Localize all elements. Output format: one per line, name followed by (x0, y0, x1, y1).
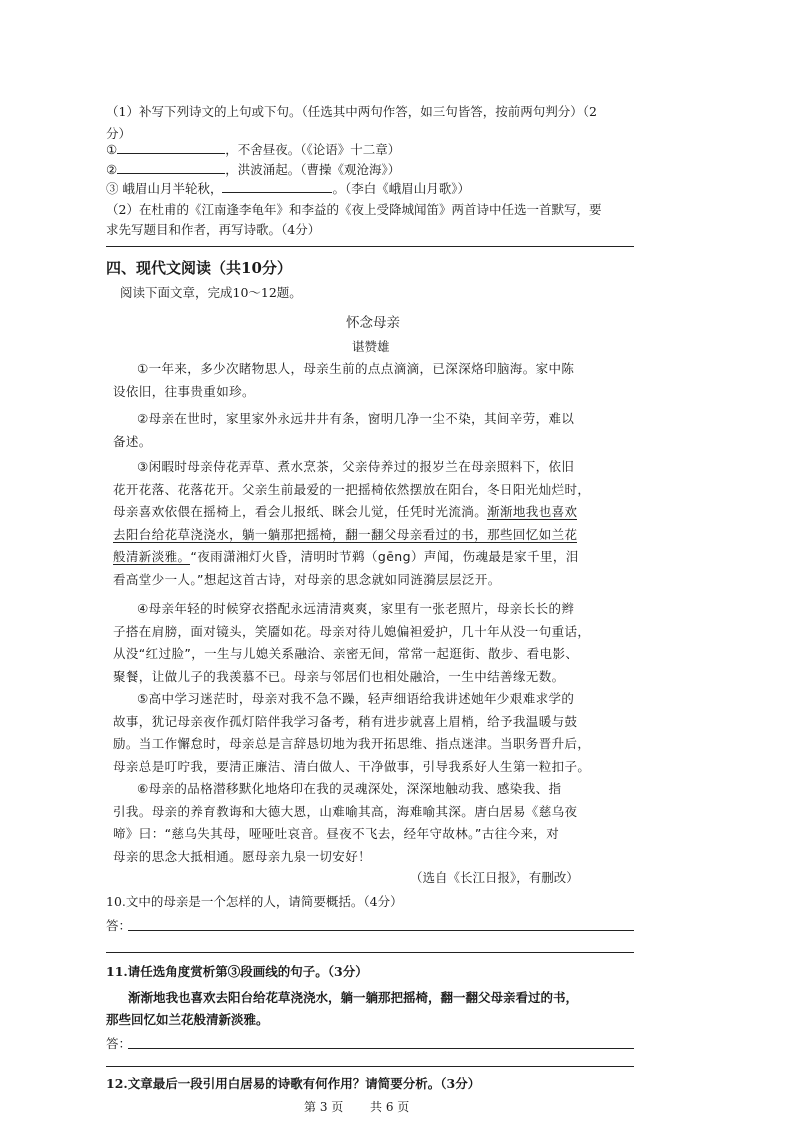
section-instruction: 阅读下面文章，完成10～12题。 (120, 285, 302, 300)
question-10: 10.文中的母亲是一个怎样的人，请简要概括。（4分） (106, 894, 403, 909)
paragraph-line: ③闲暇时母亲侍花弄草、煮水烹茶，父亲侍养过的报岁兰在母亲照料下，依旧 (137, 459, 575, 474)
section-heading: 四、现代文阅读（共10分） (106, 259, 292, 277)
paragraph-text: 母亲喜欢依偎在摇椅上，看会儿报纸、眯会儿觉，任凭时光流淌。 (113, 504, 488, 519)
paragraph-line: 啼》曰：“慈乌失其母，哑哑吐哀音。昼夜不飞去，经年守故林。”古往今来，对 (113, 826, 560, 841)
question-11: 11.请任选角度赏析第③段画线的句子。（3分） (106, 964, 368, 979)
fill-item-2-tail: ，洪波涌起。（曹操《观沧海》） (225, 162, 401, 177)
paragraph-line: ②母亲在世时，家里家外永远井井有条，窗明几净一尘不染，其间辛劳，难以 (137, 411, 575, 426)
fill-item-3 (106, 179, 470, 197)
paragraph-line: 引我。母亲的养育教诲和大德大恩，山难喻其高，海难喻其深。唐白居易《慈乌夜 (113, 803, 578, 819)
q1-intro: （1）补写下列诗文的上句或下句。（任选其中两句作答，如三句皆答，按前两句判分）（2 (106, 104, 597, 119)
paragraph-line: 聚餐，让做儿子的我羡慕不已。母亲与邻居们也相处融洽，一生中结善缘无数。 (113, 668, 565, 684)
q2-line-2: 求先写题目和作者，再写诗歌。（4分） (106, 222, 321, 237)
question-12: 12.文章最后一段引用白居易的诗歌有何作用？请简要分析。（3分） (106, 1076, 481, 1091)
page-number: 第 3 页 (304, 1100, 344, 1114)
q2-line-1: （2）在杜甫的《江南逢李龟年》和李益的《夜上受降城闻笛》两首诗中任选一首默写，要 (106, 202, 602, 217)
answer-line-10[interactable] (128, 930, 634, 931)
paragraph-line (113, 546, 633, 569)
underlined-sentence: 般清新淡雅。 (113, 549, 191, 564)
fill-blank-2[interactable] (117, 161, 225, 174)
fill-blank-1[interactable] (117, 141, 225, 154)
fill-item-1 (106, 140, 400, 158)
paragraph-line: 看高堂少一人。”想起这首古诗，对母亲的思念就如同涟漪层层泛开。 (113, 571, 501, 587)
paragraph-5 (113, 688, 633, 778)
article-author: 谌赞雄 (352, 339, 390, 354)
question-11-quote-line-1: 渐渐地我也喜欢去阳台给花草浇浇水，躺一躺那把摇椅，翻一翻父母亲看过的书， (128, 990, 579, 1005)
divider-q11 (106, 1066, 634, 1067)
underlined-sentence: 去阳台给花草浇浇水，躺一躺那把摇椅，翻一翻父母亲看过的书，那些回忆如兰花 (113, 526, 578, 542)
question-11-quote-line-2: 那些回忆如兰花般清新淡雅。 (106, 1012, 269, 1027)
fill-item-3-tail: 。（李白《峨眉山月歌》） (332, 181, 470, 196)
paragraph-line (113, 524, 633, 547)
answer-label-11: 答： (106, 1036, 132, 1051)
paragraph-text: “夜雨潇湘灯火昏，清明时节鹈（gēng）声闻，伤魂最是家千里，泪 (190, 549, 579, 564)
paragraph-line: 设依旧，往事贵重如珍。 (113, 383, 255, 399)
fill-item-1-num: ① (106, 142, 118, 157)
paragraph-4 (113, 598, 633, 688)
paragraph-line: ⑤高中学习迷茫时，母亲对我不急不躁，轻声细语给我讲述她年少艰难求学的 (137, 691, 575, 706)
paragraph-line: ①一年来，多少次睹物思人，母亲生前的点点滴滴，已深深烙印脑海。家中陈 (137, 361, 575, 376)
paragraph-line: ⑥母亲的品格潜移默化地烙印在我的灵魂深处，深深地触动我、感染我、指 (137, 781, 562, 796)
paragraph-3 (113, 456, 633, 591)
paragraph-line: 从没“红过脸”，一生与儿媳关系融洽、亲密无间，常常一起逛街、散步、看电影、 (113, 646, 579, 661)
paragraph-line: 母亲总是叮咛我，要清正廉洁、清白做人、干净做事，引导我系好人生第一粒扣子。 (113, 758, 591, 774)
fill-blank-3[interactable] (222, 180, 332, 193)
paragraph-line: ④母亲年轻的时候穿衣搭配永远清清爽爽，家里有一张老照片，母亲长长的辫 (137, 601, 575, 616)
fill-item-2 (106, 160, 400, 178)
paragraph-line: 子搭在肩膀，面对镜头，笑靥如花。母亲对待儿媳偏袒爱护，几十年从没一句重话， (113, 623, 591, 639)
paragraph-line: 故事，犹记母亲夜作孤灯陪伴我学习备考，稍有进步就喜上眉梢，给予我温暖与鼓 (113, 713, 578, 729)
divider-top (106, 246, 634, 247)
paragraph-6 (113, 778, 633, 868)
article-source: （选自《长江日报》，有删改） (410, 870, 579, 885)
fill-item-1-tail: ，不舍昼夜。（《论语》十二章） (225, 142, 401, 157)
paragraph-line: 备述。 (113, 433, 152, 449)
article-title: 怀念母亲 (346, 315, 400, 331)
paragraph-line: 花开花落、花落花开。父亲生前最爱的一把摇椅依然摆放在阳台，冬日阳光灿烂时， (113, 481, 591, 497)
fill-item-3-head: ③ 峨眉山月半轮秋， (106, 181, 223, 196)
page-total: 共 6 页 (370, 1100, 410, 1114)
fill-item-2-num: ② (106, 162, 118, 177)
paragraph-line (113, 501, 633, 524)
paragraph-2 (113, 408, 633, 453)
paragraph-1 (113, 358, 633, 403)
answer-label-10: 答： (106, 918, 132, 933)
paragraph-line: 励。当工作懈怠时，母亲总是言辞恳切地为我开拓思维、指点迷津。当职务晋升后， (113, 736, 591, 751)
divider-q10 (106, 952, 634, 953)
q1-intro-cont: 分） (106, 126, 132, 141)
underlined-sentence: 渐渐地我也喜欢 (487, 504, 578, 519)
paragraph-line: 母亲的思念大抵相通。愿母亲九泉一切安好！ (113, 848, 372, 864)
answer-line-11[interactable] (128, 1048, 634, 1049)
